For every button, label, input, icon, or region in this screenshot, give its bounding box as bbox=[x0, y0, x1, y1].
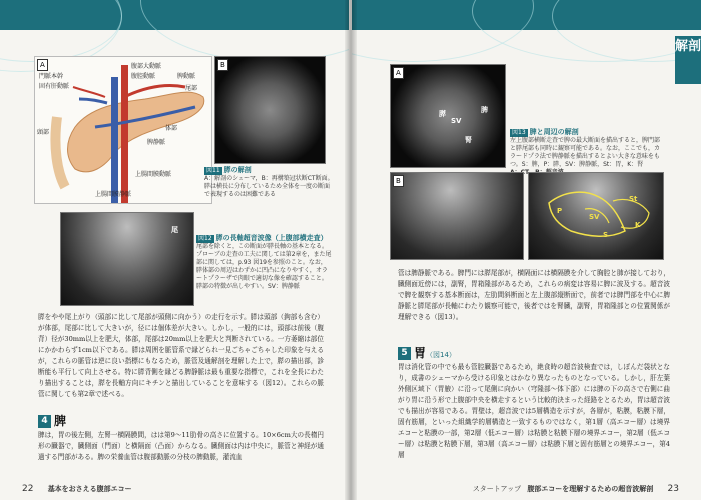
right-paragraph-1: 管は脾静脈である。脾門には膵尾部が，横隔面には横隔膜を介して胸腔と肺が接しており，臓側面近傍には，副腎，胃箱隆部があるため，これらの病変は容易に脾に波及する。超音波で脾を観察する基本断面は，左肋間斜断面と左上腹部縦断面で，前者では脾門部を中心に脾静脈と膵尾部が長軸にわたり観察可能で，後者ではを腎臓，副腎，胃箱隆部との位置関係が理解できる（図13）。 bbox=[398, 269, 670, 321]
label-smv: 上腸間膜静脈 bbox=[95, 191, 132, 198]
page-number-23: 23 bbox=[667, 484, 679, 494]
us-label-s: S bbox=[603, 231, 609, 239]
duodenum-shape bbox=[55, 117, 65, 187]
fig13-text: 左上腹部横断走査で脾の最大断面を描出すると，脾門部と膵尾部も同時に観察可能である。なお，ここでも，カラードプラ法で脾静脈を描出するとよい大きな意味をもつ。S：脾，P：膵，SV：脾静脈，St：胃，K：腎 bbox=[510, 137, 661, 168]
us-label-tail: 尾 bbox=[171, 226, 178, 234]
ct-label-pancreas: 膵 bbox=[439, 110, 446, 118]
label-aorta: 腹部大動脈 bbox=[131, 63, 162, 70]
fig13-number: 図13 bbox=[512, 129, 526, 136]
figure-anatomy-pancreas bbox=[34, 56, 212, 204]
label-head: 頭部 bbox=[37, 129, 50, 136]
left-footer-section: 基本をおさえる腹部エコー bbox=[47, 485, 132, 493]
section-title-stomach: 胃 bbox=[414, 346, 427, 360]
fig13-title: 脾と周辺の解剖 bbox=[529, 128, 579, 136]
section5-ref: （図14） bbox=[426, 351, 456, 359]
panel-label-b-right: B bbox=[393, 175, 404, 187]
section-title-spleen: 脾 bbox=[54, 414, 67, 428]
header-band bbox=[0, 0, 349, 30]
left-page bbox=[0, 0, 349, 500]
panel-label-a-right: A bbox=[393, 67, 404, 79]
label-sma: 上腸間膜動脈 bbox=[135, 171, 172, 178]
left-paragraph-1: 膵をやや尾上がり（頭部に比して尾部が頭側に向かう）の走行を示す。膵は頭部（鉤部も含む）が体部，尾部に比して大きいが，径には個体差が大きい。しかし，一般的には，頭部は前後（腹背）径が30mm以上を肥大，体部，尾部は20mm以上を肥大と判断されている。一方萎縮は部位にかかわらず1cm以下である。膵は周囲を脈管系で縁どられ一見ごちゃごちゃした印象を与えるが，これらの脈管は逆に良い指標にもなるため，脈管及通解剖を理解した上で，膵の描出部，診断能も平行して向上させる。特に膵背側を縁どる脾静脈は最も重要な指標で，これを全長にわたり描出することは，膵を長軸方向にキチンと描出していることを意味する（図12）。これらの脈管に関しても第2章で述べる。 bbox=[38, 313, 324, 398]
pancreas-shape bbox=[68, 92, 204, 172]
hepatic-artery-shape bbox=[73, 87, 105, 97]
figure-ct-coronal bbox=[214, 56, 326, 164]
outline-kidney bbox=[613, 200, 649, 229]
fig12-title: 膵の長軸超音波像（上腹部横走査） bbox=[215, 234, 328, 242]
right-page bbox=[352, 0, 701, 500]
us-label-p: P bbox=[557, 207, 563, 215]
aorta-shape bbox=[121, 65, 128, 203]
right-section5-text: 胃は消化管の中でも最も管腔臓器であるため，絶食時の超音波検査では，しぼんだ袋状となり，成書のシェーマから受ける印象とはかなり異なったものとなっている。しかし，肝左葉外側区域下（胃腋）に沿って尾側に向かい（穹隆部〜体下部）には脾の下の高さで右側に曲がり胃に沿う形で上腹部中央を横走するという比較的決まった経路をとるため，胃は超音波でも描出が容易である。胃壁は，超音波では5層構造を示すが，各層が，粘膜，粘膜下層，固有筋層，といった組織学的層構造と一致するものではなく，第1層（高エコー層）は境界エコーと粘膜の一部，第2層（低エコー層）は粘膜と粘膜下層の境界エコー，第2層（低エコー層）は粘膜と粘膜下層，第3層（高エコー層）は粘膜下層と固有筋層との境界エコー，第4層 bbox=[398, 363, 670, 459]
fig11-title: 膵の解剖 bbox=[223, 166, 252, 174]
caption-fig11 bbox=[204, 166, 334, 199]
section-heading-stomach bbox=[398, 344, 456, 361]
us-label-st: St bbox=[629, 195, 638, 203]
label-celiac: 腹腔動脈 bbox=[131, 73, 156, 80]
section-number-4: 4 bbox=[38, 415, 51, 428]
label-splenic-artery: 脾動脈 bbox=[177, 73, 196, 80]
us-label-k: K bbox=[635, 221, 641, 229]
portal-vein-shape bbox=[79, 99, 107, 103]
side-tab-anatomy: 解剖 bbox=[675, 36, 701, 84]
us-label-sv: SV bbox=[589, 213, 600, 221]
ct-label-kidney: 腎 bbox=[465, 136, 472, 144]
header-band-right bbox=[352, 0, 701, 30]
label-portal: 門脈本幹 bbox=[39, 73, 64, 80]
page-number-22: 22 bbox=[22, 484, 34, 494]
label-tail: 尾部 bbox=[185, 85, 198, 92]
label-hepatic-artery: 固有肝動脈 bbox=[39, 83, 70, 90]
figure-ultrasound-spleen bbox=[390, 172, 524, 260]
ct-label-spleen: 脾 bbox=[481, 106, 488, 114]
fig11-number: 図11 bbox=[206, 167, 220, 174]
fig11-text: A：解剖のシェーマ，B：再構築冠状断CT断面。膵は横長に分布しているため全体を一度の断面で表現するのは困難である bbox=[204, 175, 334, 198]
panel-label-a: A bbox=[37, 59, 48, 71]
ct-label-sv: SV bbox=[451, 117, 462, 125]
right-footer-start: スタートアップ bbox=[472, 485, 522, 493]
ivc-shape bbox=[111, 77, 118, 203]
figure-ct-spleen bbox=[390, 64, 506, 168]
fig12-number: 図12 bbox=[198, 235, 212, 242]
figure-ultrasound-spleen-annotated bbox=[528, 172, 664, 260]
section-number-5: 5 bbox=[398, 347, 411, 360]
right-footer-section: 腹部エコーを理解するための超音波解剖 bbox=[527, 485, 654, 493]
label-splenic-vein: 脾静脈 bbox=[147, 139, 166, 146]
caption-fig12 bbox=[196, 234, 332, 291]
caption-fig13 bbox=[510, 128, 660, 177]
figure-ultrasound-pancreas bbox=[60, 212, 194, 306]
section-heading-spleen bbox=[38, 412, 66, 429]
fig12-text: 尾部を除くと，この断面が膵長軸の基本となる。プローブの走査の工夫に関しては第2章を，また尾部に関しては，p.93 図19を参照のこと。なお，膵体部の周辺はわずかに凹凸になりやすく，オラートプラーザで肉眼で適切な像を確認すること。膵部の特徴が出しやすい。SV：脾静脈 bbox=[196, 243, 332, 290]
right-footer bbox=[473, 484, 679, 494]
panel-label-b: B bbox=[217, 59, 228, 71]
left-section4-text: 脾は，胃の後左側，左腎一横隔膜間，はは第9〜11肋骨の高さに位置する。10×6cm大の長楕円形の臓器で，臓側面（門面）と横隔面（凸面）からなる。臓側面は内は中央に，脈管と神経が通過する門部がある。脾の栄養血管は腹部動脈の分枝の脾動脈，灌流血 bbox=[38, 431, 324, 461]
label-body: 体部 bbox=[165, 125, 178, 132]
book-gutter bbox=[345, 0, 357, 500]
left-footer bbox=[22, 484, 132, 494]
